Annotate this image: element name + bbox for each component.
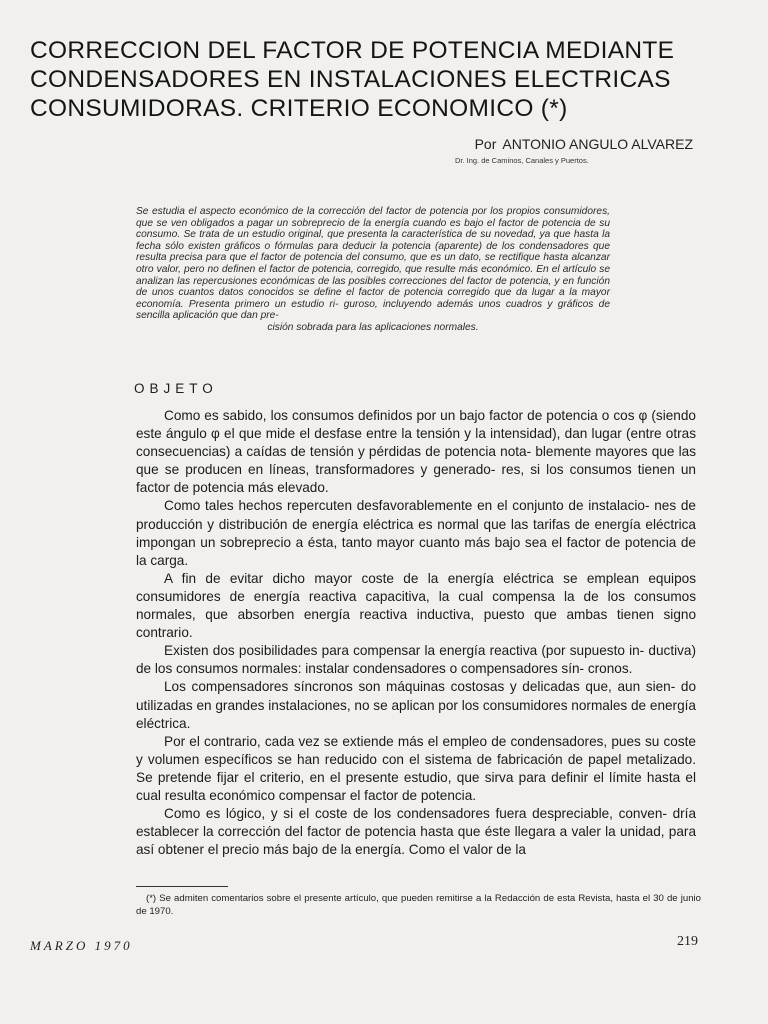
abstract bbox=[136, 206, 610, 334]
issue-date: MARZO 1970 bbox=[30, 938, 133, 953]
footnote: (*) Se admiten comentarios sobre el presente artículo, que pueden remitirse a la Redacción de esta Revista, hasta el 30 de junio de 1970. bbox=[136, 893, 701, 917]
title-line-2: CONDENSADORES EN INSTALACIONES ELECTRICAS bbox=[30, 66, 671, 93]
article-title bbox=[30, 36, 730, 123]
author-credentials: Dr. Ing. de Caminos, Canales y Puertos. bbox=[455, 156, 589, 165]
byline-prefix: Por bbox=[474, 136, 497, 152]
title-line-3: CONSUMIDORAS. CRITERIO ECONOMICO (*) bbox=[30, 95, 568, 122]
title-line-1: CORRECCION DEL FACTOR DE POTENCIA MEDIANTE bbox=[30, 37, 675, 64]
body-paragraph-3: A fin de evitar dicho mayor coste de la energía eléctrica se emplean equipos consumidores de energía reactiva capacitiva, la cual compensa la de los consumos normales, que absorben energía reactiva inductiva, puesto que ambas tienen signo contrario. bbox=[136, 570, 696, 641]
page-number: 219 bbox=[677, 934, 698, 949]
abstract-last-line: cisión sobrada para las aplicaciones normales. bbox=[267, 321, 479, 333]
body-paragraph-1: Como es sabido, los consumos definidos por un bajo factor de potencia o cos φ (siendo este ángulo φ el que mide el desfase entre la tensión y la intensidad), dan lugar (entre otras consecuencias) a caídas de tensión y pérdidas de potencia nota- blemente mayores que las que se producen en líneas, transformadores y generado- res, si los consumos tienen un factor de potencia más elevado. bbox=[136, 408, 696, 496]
author-name: ANTONIO ANGULO ALVAREZ bbox=[502, 136, 693, 152]
abstract-text: Se estudia el aspecto económico de la corrección del factor de potencia por los propios consumidores, que se ven obligados a pagar un sobreprecio de la energía cuando es bajo el factor de potencia de su consumo. Se trata de un estudio original, que presenta la característica de su novedad, ya que hasta la fecha sólo existen gráficos o fórmulas para deducir la potencia (aparente) de los condensadores que resulta precisa para que el factor de potencia del consumo, que es un dato, se rectifique hasta alcanzar otro valor, pero no definen el factor de potencia, corregido, que resulte más económico. En el artículo se analizan las repercusiones económicas de las posibles correcciones del factor de potencia, y en función de unos cuantos datos conocidos se define el factor de potencia corregido que da lugar a la mayor economía. Presenta primero un estudio ri- guroso, incluyendo además unos cuadros y gráficos de sencilla aplicación que dan pre- bbox=[136, 206, 610, 322]
body-paragraph-4: Existen dos posibilidades para compensar la energía reactiva (por supuesto in- ductiva) de los consumos normales: instalar condensadores o compensadores sín- cronos. bbox=[136, 643, 696, 677]
footnote-rule bbox=[136, 886, 228, 887]
byline bbox=[475, 136, 693, 152]
body-text bbox=[136, 407, 696, 859]
body-paragraph-5: Los compensadores síncronos son máquinas costosas y delicadas que, aun sien- do utilizadas en grandes instalaciones, no se aplican por los consumidores normales de energía eléctrica. bbox=[136, 679, 696, 731]
body-paragraph-6: Por el contrario, cada vez se extiende más el empleo de condensadores, pues su coste y volumen específicos se han reducido con el sistema de fabricación de papel metalizado. Se pretende fijar el criterio, en el presente estudio, que sirva para definir el límite hasta el cual resulta económico compensar el factor de potencia. bbox=[136, 733, 696, 803]
body-paragraph-7: Como es lógico, y si el coste de los condensadores fuera despreciable, conven- dría establecer la corrección del factor de potencia hasta que éste llegara a valer la unidad, para así obtener el precio más bajo de la energía. Como el valor de la bbox=[136, 806, 696, 858]
section-heading: OBJETO bbox=[134, 381, 218, 396]
body-paragraph-2: Como tales hechos repercuten desfavorablemente en el conjunto de instalacio- nes de producción y distribución de energía eléctrica es normal que las tarifas de energía eléctrica impongan un sobreprecio a ésta, tanto mayor cuanto más bajo sea el factor de potencia de la carga. bbox=[136, 498, 696, 568]
